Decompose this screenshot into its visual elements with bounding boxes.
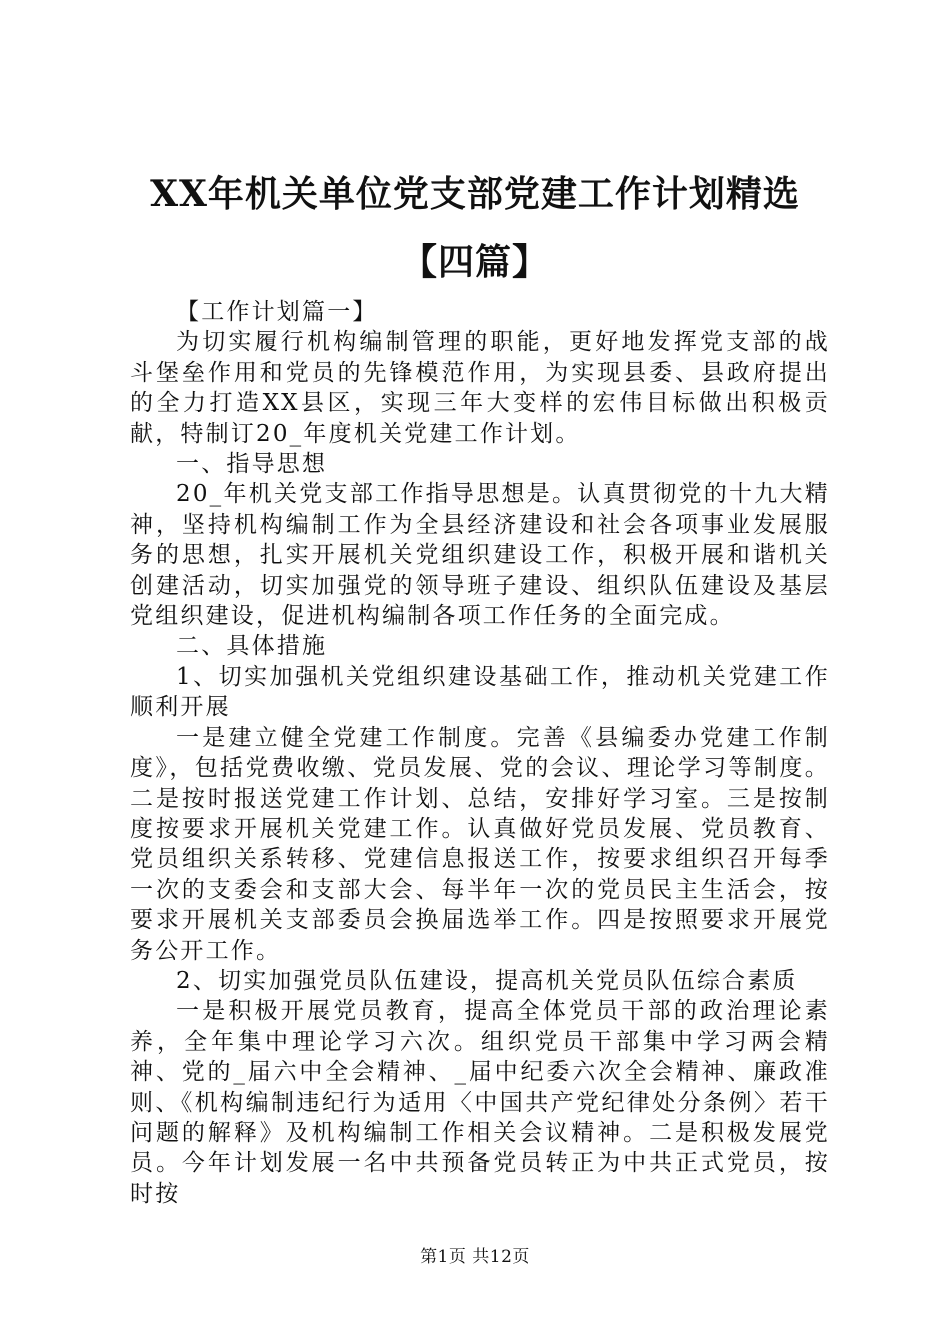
document-title: XX年机关单位党支部党建工作计划精选【四篇】: [150, 173, 800, 283]
page-number-footer: 第1页 共12页: [420, 1247, 530, 1267]
subsection-heading: 2、切实加强党员队伍建设，提高机关党员队伍综合素质: [176, 967, 798, 994]
body-paragraph: 20_年机关党支部工作指导思想是。认真贯彻党的十九大精神，坚持机构编制工作为全县经济建设和社会各项事业发展服务的思想，扎实开展机关党组织建设工作，积极开展和谐机关创建活动，切实加强党的领导班子建设、组织队伍建设及基层党组织建设，促进机构编制各项工作任务的全面完成。: [130, 481, 830, 630]
section-heading: 一、指导思想: [176, 451, 328, 478]
section-heading: 二、具体措施: [176, 633, 328, 660]
body-paragraph: 为切实履行机构编制管理的职能，更好地发挥党支部的战斗堡垒作用和党员的先锋模范作用，为实现县委、县政府提出的全力打造XX县区，实现三年大变样的宏伟目标做出积极贡献，特制订20_年度机关党建工作计划。: [130, 329, 830, 447]
subsection-heading: 1、切实加强机关党组织建设基础工作，推动机关党建工作顺利开展: [130, 663, 830, 721]
body-paragraph: 一是积极开展党员教育，提高全体党员干部的政治理论素养，全年集中理论学习六次。组织党员干部集中学习两会精神、党的_届六中全会精神、_届中纪委六次全会精神、廉政准则、《机构编制违纪行为适用〈中国共产党纪律处分条例〉若干问题的解释》及机构编制工作相关会议精神。二是积极发展党员。今年计划发展一名中共预备党员转正为中共正式党员，按时按: [130, 998, 830, 1207]
body-paragraph: 一是建立健全党建工作制度。完善《县编委办党建工作制度》，包括党费收缴、党员发展、党的会议、理论学习等制度。二是按时报送党建工作计划、总结，安排好学习室。三是按制度按要求开展机关党建工作。认真做好党员发展、党员教育、党员组织关系转移、党建信息报送工作，按要求组织召开每季一次的支委会和支部大会、每半年一次的党员民主生活会，按要求开展机关支部委员会换届选举工作。四是按照要求开展党务公开工作。: [130, 724, 830, 964]
document-body: [130, 297, 830, 1209]
section-heading: 【工作计划篇一】: [176, 299, 378, 325]
